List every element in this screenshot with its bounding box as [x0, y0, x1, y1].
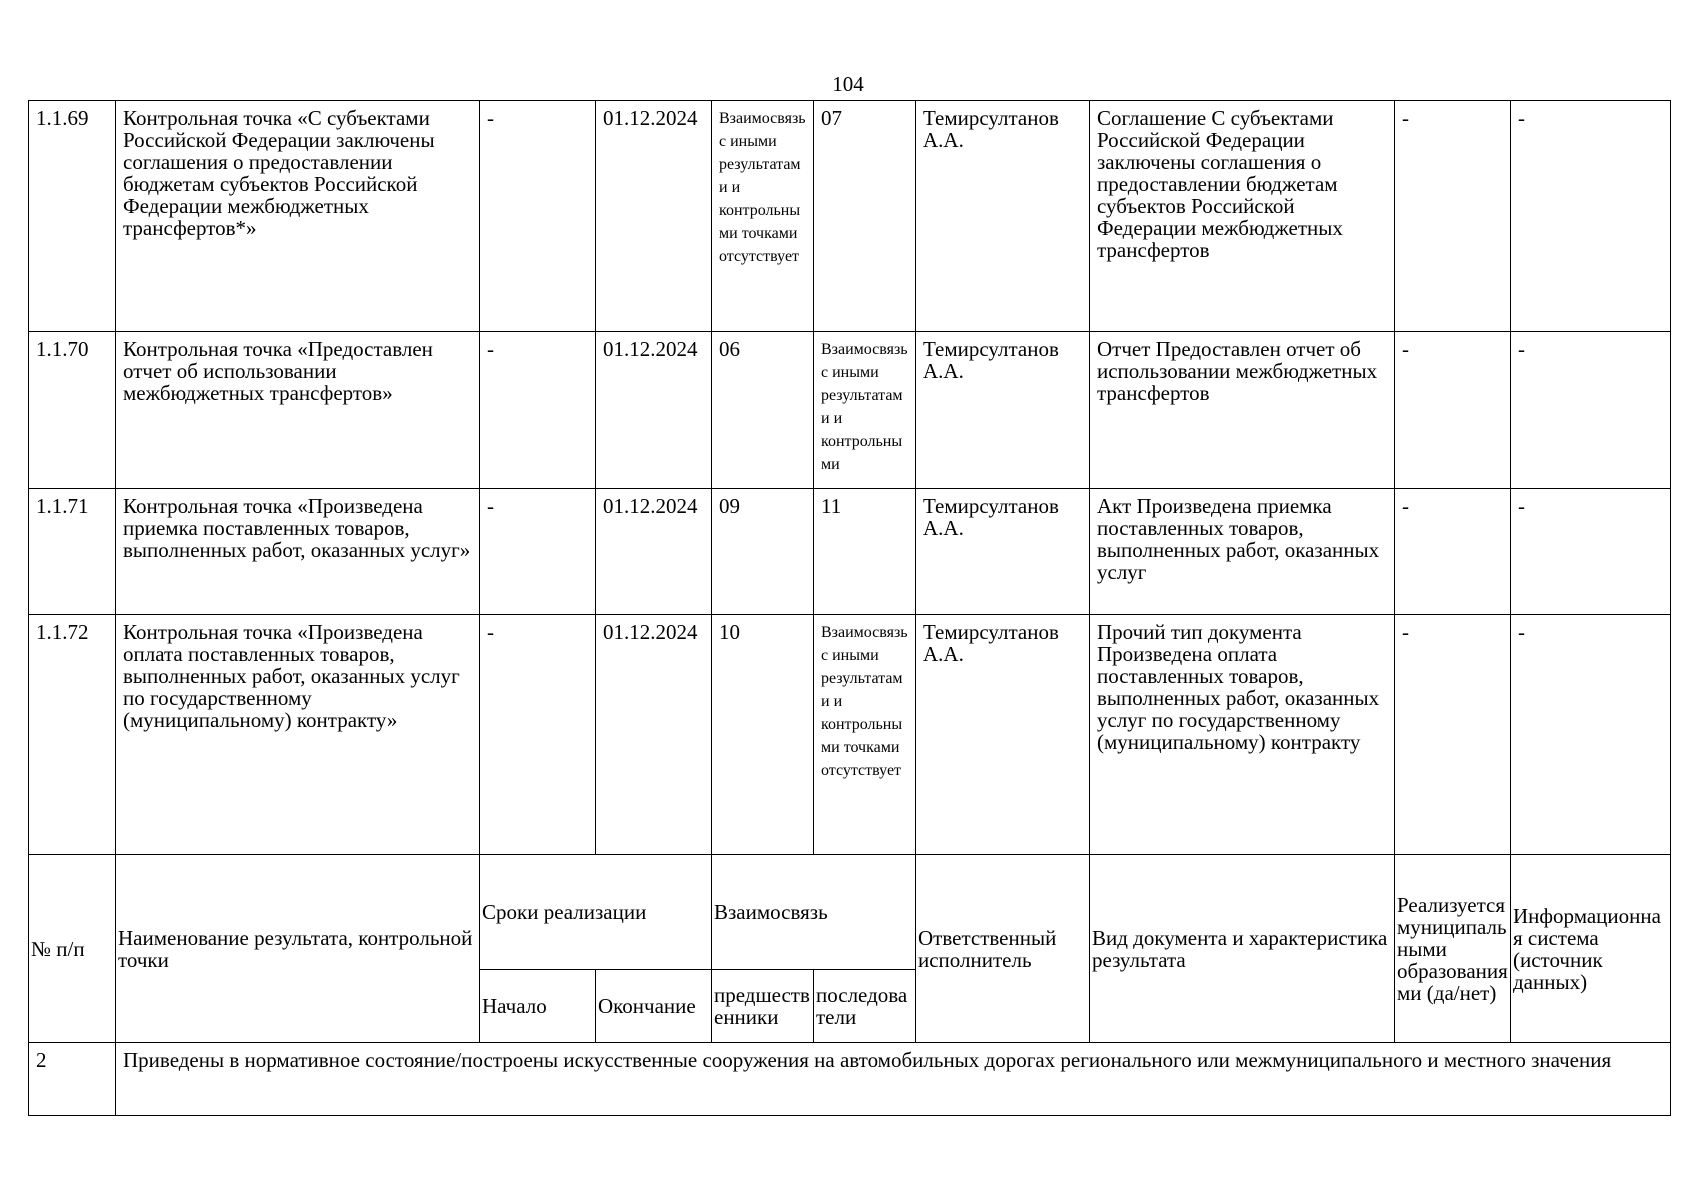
- document-type: Акт Произведена приемка поставленных товаров, выполненных работ, оказанных услуг: [1090, 489, 1395, 615]
- header-row: [29, 855, 1671, 970]
- document-type: Прочий тип документа Произведена оплата поставленных товаров, выполненных работ, оказанных услуг по государственному (муниципальному) контракту: [1090, 615, 1395, 855]
- successors: 11: [814, 489, 916, 615]
- successors: 07: [814, 101, 916, 332]
- info-system: -: [1511, 489, 1671, 615]
- result-name: Контрольная точка «Предоставлен отчет об использовании межбюджетных трансфертов»: [116, 332, 480, 489]
- predecessors: 10: [712, 615, 814, 855]
- row-number: 1.1.70: [29, 332, 116, 489]
- executor: Темирсултанов А.А.: [916, 489, 1090, 615]
- successors: [814, 615, 916, 855]
- row-number: 1.1.72: [29, 615, 116, 855]
- info-system: -: [1511, 615, 1671, 855]
- header-document: Вид документа и характеристика результата: [1090, 855, 1395, 1043]
- header-link: Взаимосвязь: [712, 855, 916, 970]
- section-title: Приведены в нормативное состояние/построены искусственные сооружения на автомобильных дорогах регионального или межмуниципального и местного значения: [116, 1043, 1671, 1116]
- header-timing: Сроки реализации: [480, 855, 712, 970]
- section-number: 2: [29, 1043, 116, 1116]
- start-date: -: [480, 615, 596, 855]
- header-successors: последователи: [814, 970, 916, 1043]
- predecessors-text: Взаимосвязь с иными результатами и контрольными точками отсутствует: [719, 110, 806, 265]
- header-start: Начало: [480, 970, 596, 1043]
- predecessors: 06: [712, 332, 814, 489]
- header-municipal: Реализуется муниципальными образованиями (да/нет): [1395, 855, 1511, 1043]
- end-date: 01.12.2024: [596, 101, 712, 332]
- result-name: Контрольная точка «Произведена приемка поставленных товаров, выполненных работ, оказанных услуг»: [116, 489, 480, 615]
- municipal-flag: -: [1395, 332, 1511, 489]
- executor: Темирсултанов А.А.: [916, 332, 1090, 489]
- end-date: 01.12.2024: [596, 489, 712, 615]
- row-number: 1.1.71: [29, 489, 116, 615]
- section-row: [29, 1043, 1671, 1116]
- page-number: 104: [832, 72, 864, 96]
- row-number: 1.1.69: [29, 101, 116, 332]
- executor: Темирсултанов А.А.: [916, 101, 1090, 332]
- start-date: -: [480, 489, 596, 615]
- table-row: [29, 101, 1671, 332]
- table-row: [29, 332, 1671, 489]
- document-type: Отчет Предоставлен отчет об использовании межбюджетных трансфертов: [1090, 332, 1395, 489]
- end-date: 01.12.2024: [596, 615, 712, 855]
- header-end: Окончание: [596, 970, 712, 1043]
- successors-text: Взаимосвязь с иными результатами и контрольными: [821, 341, 908, 473]
- header-predecessors: предшественники: [712, 970, 814, 1043]
- municipal-flag: -: [1395, 489, 1511, 615]
- info-system: -: [1511, 101, 1671, 332]
- table-row: [29, 615, 1671, 855]
- end-date: 01.12.2024: [596, 332, 712, 489]
- header-name: Наименование результата, контрольной точки: [116, 855, 480, 1043]
- info-system: -: [1511, 332, 1671, 489]
- start-date: -: [480, 101, 596, 332]
- result-name: Контрольная точка «Произведена оплата поставленных товаров, выполненных работ, оказанных услуг по государственному (муниципальному) контракту»: [116, 615, 480, 855]
- document-type: Соглашение С субъектами Российской Федерации заключены соглашения о предоставлении бюджетам субъектов Российской Федерации межбюджетных трансфертов: [1090, 101, 1395, 332]
- successors-text: Взаимосвязь с иными результатами и контрольными точками отсутствует: [821, 624, 908, 779]
- successors: [814, 332, 916, 489]
- results-table: [28, 100, 1671, 1116]
- header-executor: Ответственный исполнитель: [916, 855, 1090, 1043]
- result-name: Контрольная точка «С субъектами Российской Федерации заключены соглашения о предоставлении бюджетам субъектов Российской Федерации межбюджетных трансфертов*»: [116, 101, 480, 332]
- municipal-flag: -: [1395, 101, 1511, 332]
- header-number: № п/п: [29, 855, 116, 1043]
- predecessors: 09: [712, 489, 814, 615]
- executor: Темирсултанов А.А.: [916, 615, 1090, 855]
- municipal-flag: -: [1395, 615, 1511, 855]
- table-row: [29, 489, 1671, 615]
- predecessors: [712, 101, 814, 332]
- header-info-system: Информационная система (источник данных): [1511, 855, 1671, 1043]
- start-date: -: [480, 332, 596, 489]
